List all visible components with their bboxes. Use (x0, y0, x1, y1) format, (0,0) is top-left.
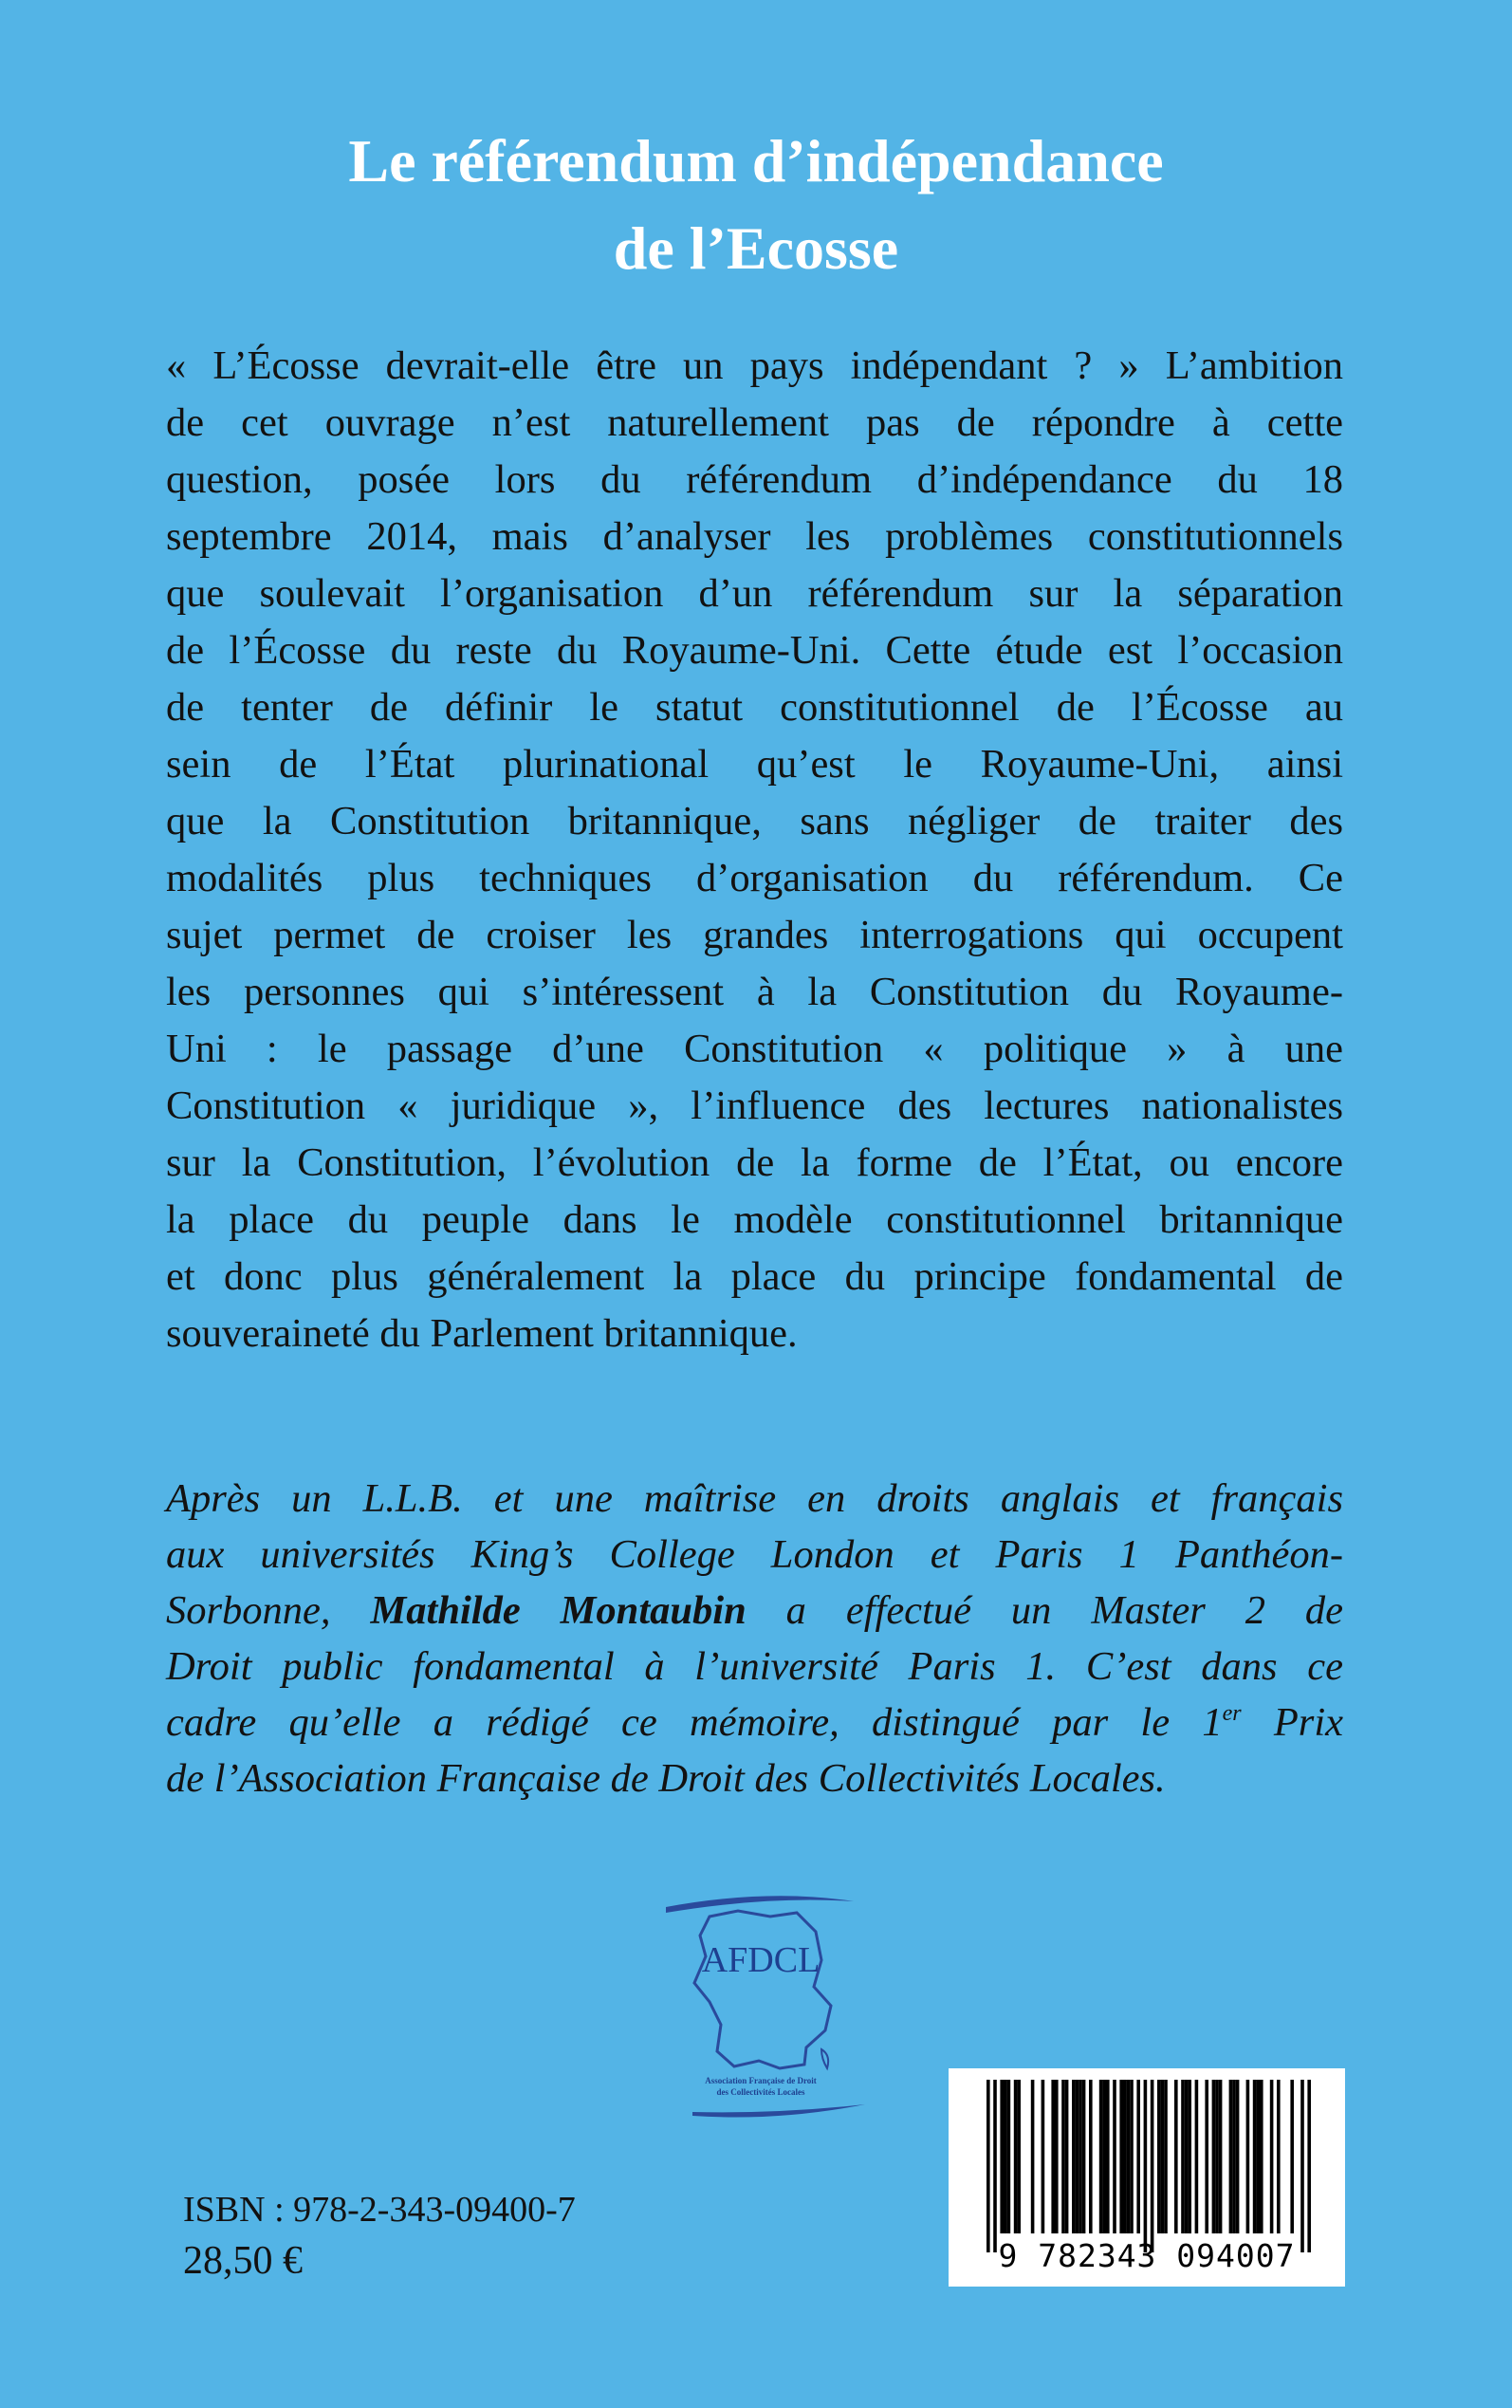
barcode-bar (1055, 2080, 1059, 2233)
barcode-bar (1065, 2080, 1069, 2233)
barcode-bar (1270, 2080, 1274, 2233)
barcode-bar (1232, 2080, 1236, 2233)
bio-line-1: Après un L.L.B. et une maîtrise en droits anglais et français (166, 1476, 1343, 1521)
blurb-line: que soulevait l’organisation d’un référendum sur la séparation (166, 571, 1343, 616)
barcode-bar (1205, 2080, 1208, 2233)
bio-line-4: Droit public fondamental à l’université Paris 1. C’est dans ce (166, 1644, 1343, 1689)
barcode-bar (1123, 2080, 1127, 2233)
barcode-bar (1246, 2080, 1250, 2233)
blurb-line: septembre 2014, mais d’analyser les problèmes constitutionnels (166, 514, 1343, 559)
barcode-bar (1007, 2080, 1011, 2233)
ordinal-superscript: er (1222, 1701, 1242, 1726)
book-title (0, 118, 1512, 292)
barcode-bar (1215, 2080, 1219, 2233)
barcode-bar (1253, 2080, 1257, 2233)
barcode-bar (1174, 2080, 1178, 2233)
bio-line-5-end: Prix (1241, 1700, 1344, 1745)
bio-line-3 (166, 1583, 1343, 1639)
blurb-line: question, posée lors du référendum d’indépendance du 18 (166, 457, 1343, 502)
barcode-bar (1188, 2080, 1191, 2233)
barcode-bar (1106, 2080, 1110, 2233)
logo-caption-line-2: des Collectivités Locales (716, 2087, 805, 2097)
blurb-line: les personnes qui s’intéressent à la Constitution du Royaume- (166, 970, 1343, 1014)
barcode-bar (1017, 2080, 1021, 2233)
barcode-digits: 9 782343 094007 (998, 2237, 1296, 2274)
barcode-bar (1113, 2080, 1116, 2233)
barcode-bar (1051, 2080, 1055, 2233)
back-cover-blurb (166, 338, 1343, 1362)
barcode-bar (1127, 2080, 1131, 2233)
barcode-bar (993, 2080, 997, 2252)
barcode-bar (1004, 2080, 1007, 2233)
barcode-bar (1119, 2080, 1123, 2233)
barcode-bars (986, 2080, 1311, 2252)
barcode-bar (1042, 2080, 1045, 2233)
barcode-bar (1290, 2080, 1294, 2233)
barcode-bar (1307, 2080, 1311, 2252)
barcode-bar (1260, 2080, 1263, 2233)
blurb-line: sein de l’État plurinational qu’est le Royaume-Uni, ainsi (166, 742, 1343, 787)
blurb-line: et donc plus généralement la place du principe fondamental de (166, 1254, 1343, 1299)
barcode-bar (1089, 2080, 1093, 2233)
barcode-bar (1144, 2080, 1148, 2252)
blurb-line: Uni : le passage d’une Constitution « politique » à une (166, 1027, 1343, 1071)
blurb-line: modalités plus techniques d’organisation du référendum. Ce (166, 856, 1343, 900)
title-line-1: Le référendum d’indépendance (348, 127, 1164, 194)
bio-line-2: aux universités King’s College London et Paris 1 Panthéon- (166, 1532, 1343, 1577)
barcode-bar (1014, 2080, 1018, 2233)
bio-line-5-start: cadre qu’elle a rédigé ce mémoire, distingué par le 1 (166, 1700, 1223, 1745)
barcode-bar (1061, 2080, 1065, 2233)
blurb-line: Constitution « juridique », l’influence des lectures nationalistes (166, 1084, 1343, 1128)
bio-line-5 (166, 1695, 1343, 1750)
logo-acronym: AFDCL (701, 1940, 821, 1980)
blurb-line: souveraineté du Parlement britannique. (166, 1311, 798, 1356)
author-bio (166, 1471, 1343, 1806)
price: 28,50 € (183, 2239, 303, 2283)
barcode-bar (1181, 2080, 1185, 2233)
barcode-bar (1031, 2080, 1035, 2233)
barcode-bar (1082, 2080, 1086, 2233)
author-name: Mathilde Montaubin (370, 1588, 747, 1633)
title-line-2: de l’Ecosse (613, 214, 899, 282)
barcode-bar (1079, 2080, 1082, 2233)
barcode (949, 2068, 1345, 2287)
isbn-number: ISBN : 978-2-343-09400-7 (183, 2190, 576, 2230)
barcode-bar (1076, 2080, 1079, 2233)
barcode-bar (1219, 2080, 1223, 2233)
blurb-line: que la Constitution britannique, sans négliger de traiter des (166, 799, 1343, 843)
barcode-bar (1185, 2080, 1189, 2233)
afdcl-logo-graphic (655, 1888, 882, 2125)
barcode-bar (1256, 2080, 1260, 2233)
afdcl-logo (655, 1888, 882, 2125)
barcode-bar (1229, 2080, 1233, 2233)
barcode-bar (1195, 2080, 1199, 2233)
barcode-bar (1300, 2080, 1304, 2252)
barcode-bar (1164, 2080, 1168, 2233)
blurb-line: de l’Écosse du reste du Royaume-Uni. Cette étude est l’occasion (166, 628, 1343, 673)
barcode-bar (1099, 2080, 1103, 2233)
barcode-bar (1212, 2080, 1216, 2233)
logo-caption-line-1: Association Française de Droit (705, 2076, 817, 2085)
barcode-bar (1277, 2080, 1281, 2233)
blurb-line: sujet permet de croiser les grandes interrogations qui occupent (166, 913, 1343, 957)
blurb-line: de tenter de définir le statut constitutionnel de l’Écosse au (166, 685, 1343, 730)
blurb-line: la place du peuple dans le modèle constitutionnel britannique (166, 1197, 1343, 1242)
barcode-bar (1000, 2080, 1004, 2233)
barcode-bar (986, 2080, 990, 2252)
barcode-bar (1236, 2080, 1240, 2233)
blurb-line: « L’Écosse devrait-elle être un pays indépendant ? » L’ambition (166, 343, 1343, 388)
bio-line-3-start: Sorbonne, (166, 1588, 371, 1633)
barcode-bar (1136, 2080, 1140, 2233)
barcode-bar (1157, 2080, 1161, 2233)
barcode-bar (1161, 2080, 1165, 2233)
bio-line-6: de l’Association Française de Droit des Collectivités Locales. (166, 1756, 1166, 1801)
blurb-line: de cet ouvrage n’est naturellement pas de répondre à cette (166, 400, 1343, 445)
bio-line-3-end: a effectué un Master 2 de (746, 1588, 1343, 1633)
barcode-bar (1151, 2080, 1154, 2252)
barcode-bar (1130, 2080, 1134, 2233)
barcode-bar (1102, 2080, 1106, 2233)
blurb-line: sur la Constitution, l’évolution de la forme de l’État, ou encore (166, 1140, 1343, 1185)
barcode-bar (1072, 2080, 1076, 2233)
